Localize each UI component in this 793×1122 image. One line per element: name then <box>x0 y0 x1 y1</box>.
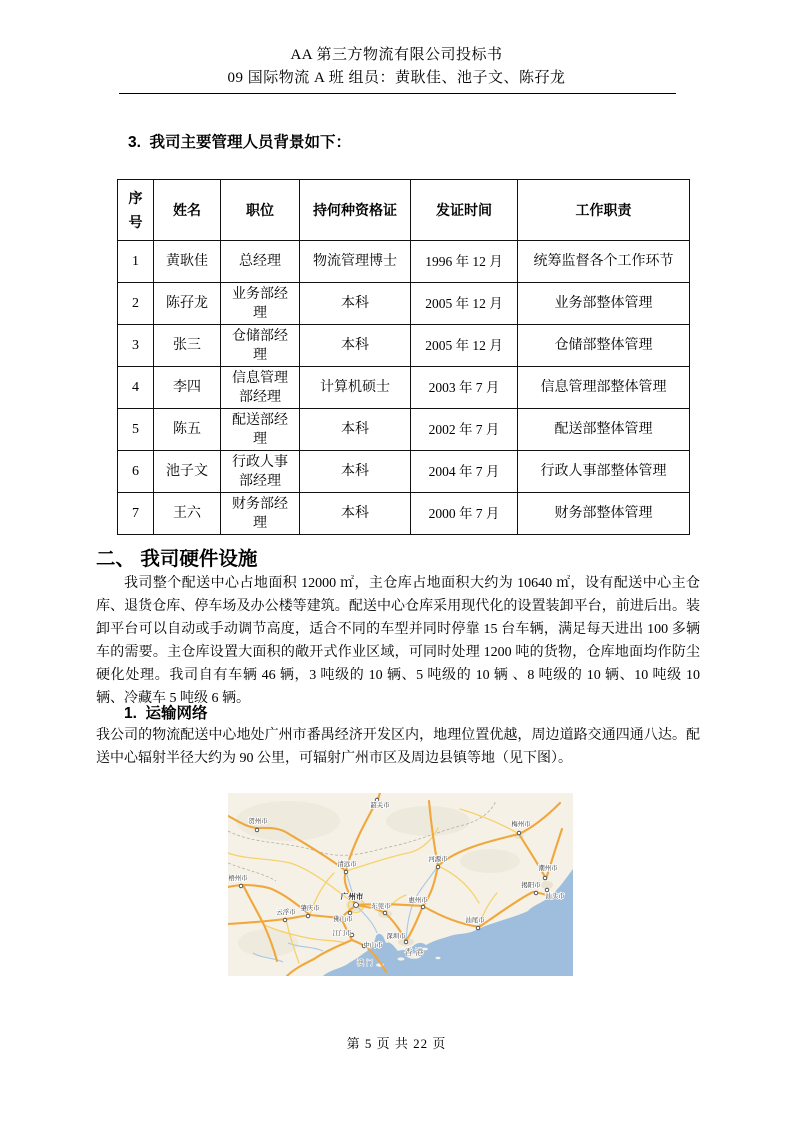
column-header: 发证时间 <box>411 180 518 241</box>
map-city-label: 广州市 <box>340 892 364 901</box>
map-city-label: 韶关市 <box>370 802 390 809</box>
hardware-paragraph: 我司整个配送中心占地面积 12000 ㎡，主仓库占地面积大约为 10640 ㎡，设有配送中心主仓库、退货仓库、停车场及办公楼等建筑。配送中心仓库采用现代化的设置装卸平台，前进后出。装卸平台可以自动或手动调节高度，适合不同的车型并同时停靠 15 台车辆，满足每天进出 100 多辆车的需要。主仓库设置大面积的敞开式作业区域，可同时处理 1200 吨的货物，仓库地面均作防尘硬化处理。我司自有车辆 46 辆，3 吨级的 10 辆、5 吨级的 10 辆 、8 吨级的 10 辆、10 吨级 10 辆、冷藏车 5 吨级 6 辆。 <box>96 576 700 706</box>
doc-header <box>96 44 697 90</box>
map-figure <box>228 793 573 976</box>
table-row: 3 张三 仓储部经理 本科 2005 年 12 月 仓储部整体管理 <box>118 325 690 367</box>
column-header: 持何种资格证 <box>300 180 411 241</box>
map-city-label: 中山市 <box>363 942 383 949</box>
map-city-label: 汕头市 <box>545 893 565 900</box>
map-city-label: 惠州市 <box>408 897 428 904</box>
heading-management: 3. 我司主要管理人员背景如下： <box>128 134 352 151</box>
header-rule <box>119 93 676 94</box>
map-region-label: 澳门 <box>357 960 375 967</box>
map-city-label: 东莞市 <box>371 903 391 910</box>
table-row: 4 李四 信息管理部经理 计算机硕士 2003 年 7 月 信息管理部整体管理 <box>118 367 690 409</box>
heading-hardware-facilities: 二、 我司硬件设施 <box>96 548 258 570</box>
map-city-label: 贺州市 <box>248 818 268 825</box>
table-row: 6 池子文 行政人事部经理 本科 2004 年 7 月 行政人事部整体管理 <box>118 451 690 493</box>
table-row: 7 王六 财务部经理 本科 2000 年 7 月 财务部整体管理 <box>118 493 690 535</box>
column-header: 工作职责 <box>518 180 690 241</box>
table-header-row <box>118 180 690 241</box>
map-city-label: 梅州市 <box>511 821 531 828</box>
doc-header-title: AA 第三方物流有限公司投标书 <box>290 47 503 63</box>
heading-transport-network: 1. 运输网络 <box>124 705 208 722</box>
map-city-label: 河源市 <box>428 856 448 863</box>
map-city-label: 清远市 <box>337 861 357 868</box>
column-header: 职位 <box>221 180 300 241</box>
doc-header-subtitle: 09 国际物流 A 班 组员：黄耿佳、池子文、陈孖龙 <box>227 70 566 86</box>
map-city-label: 汕尾市 <box>465 917 485 924</box>
map-city-label: 揭阳市 <box>521 882 541 889</box>
map-city-label: 梧州市 <box>228 875 248 882</box>
map-city-label: 深圳市 <box>386 933 406 940</box>
table-row: 1 黄耿佳 总经理 物流管理博士 1996 年 12 月 统筹监督各个工作环节 <box>118 241 690 283</box>
column-header: 序号 <box>118 180 154 241</box>
management-table <box>117 179 690 535</box>
map-city-label: 云浮市 <box>276 909 296 916</box>
map-city-label: 潮州市 <box>538 865 558 872</box>
map-region-label: 香港 <box>404 947 426 957</box>
guangdong-map <box>228 793 573 976</box>
transport-paragraph: 我公司的物流配送中心地处广州市番禺经济开发区内，地理位置优越，周边道路交通四通八达。配送中心辐射半径大约为 90 公里，可辐射广州市区及周边县镇等地（见下图）。 <box>96 728 700 766</box>
table-row: 2 陈孖龙 业务部经理 本科 2005 年 12 月 业务部整体管理 <box>118 283 690 325</box>
column-header: 姓名 <box>154 180 221 241</box>
map-city-label: 肇庆市 <box>300 905 320 912</box>
map-city-label: 佛山市 <box>333 916 353 923</box>
map-city-label: 江门市 <box>332 930 352 937</box>
table-row: 5 陈五 配送部经理 本科 2002 年 7 月 配送部整体管理 <box>118 409 690 451</box>
page-footer: 第 5 页 共 22 页 <box>346 1036 447 1051</box>
